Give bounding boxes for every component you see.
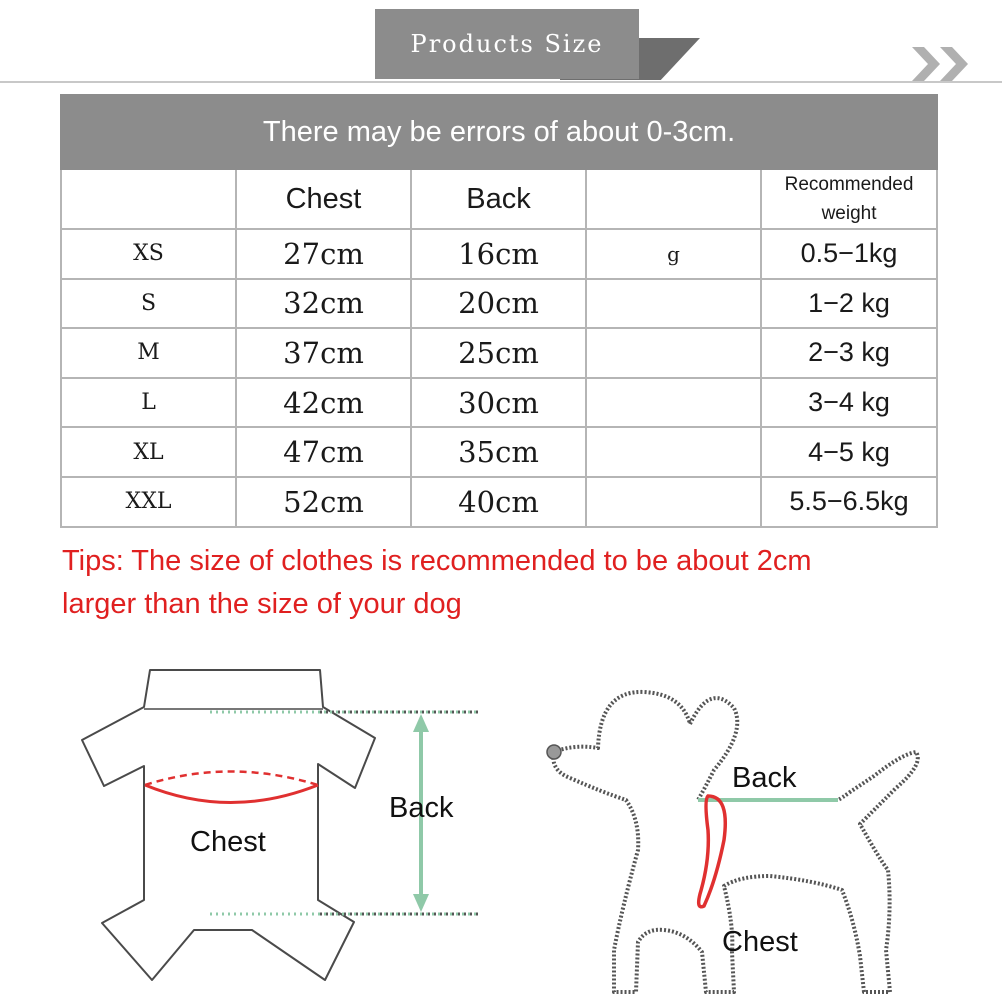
size-cell: L	[61, 378, 236, 428]
table-header-row	[61, 169, 937, 229]
tip-line-1: Tips: The size of clothes is recommended to be about 2cm	[62, 545, 812, 577]
double-chevron-right-icon	[910, 45, 974, 83]
weight-cell: 1−2 kg	[761, 279, 937, 329]
size-cell: XXL	[61, 477, 236, 527]
clothes-diagram	[70, 660, 490, 1002]
table-row	[61, 328, 937, 378]
size-cell: XL	[61, 427, 236, 477]
weight-cell: 5.5−6.5kg	[761, 477, 937, 527]
table-row	[61, 378, 937, 428]
back-cell: 25cm	[411, 328, 586, 378]
chest-cell: 32cm	[236, 279, 411, 329]
products-size-tab: Products Size	[375, 9, 639, 79]
header-chest: Chest	[236, 169, 411, 229]
chest-cell: 52cm	[236, 477, 411, 527]
size-cell: M	[61, 328, 236, 378]
extra-cell	[586, 477, 761, 527]
header-extra	[586, 169, 761, 229]
sizing-tip	[62, 540, 942, 626]
header-weight: Recommended weight	[761, 169, 937, 229]
dog-back-label: Back	[732, 762, 797, 794]
clothes-chest-label: Chest	[190, 826, 266, 858]
extra-cell: g	[586, 229, 761, 279]
table-row	[61, 229, 937, 279]
header-size	[61, 169, 236, 229]
clothes-back-label: Back	[389, 792, 454, 824]
back-cell: 16cm	[411, 229, 586, 279]
dog-chest-label: Chest	[722, 926, 798, 958]
back-cell: 20cm	[411, 279, 586, 329]
size-table	[60, 94, 938, 528]
back-cell: 35cm	[411, 427, 586, 477]
size-cell: XS	[61, 229, 236, 279]
error-notice: There may be errors of about 0-3cm.	[61, 95, 937, 169]
extra-cell	[586, 427, 761, 477]
header-back: Back	[411, 169, 586, 229]
chest-cell: 42cm	[236, 378, 411, 428]
chest-cell: 27cm	[236, 229, 411, 279]
weight-cell: 2−3 kg	[761, 328, 937, 378]
chest-cell: 47cm	[236, 427, 411, 477]
table-row	[61, 279, 937, 329]
table-row	[61, 477, 937, 527]
garment-outline	[82, 670, 375, 980]
header-divider	[0, 81, 1002, 83]
extra-cell	[586, 328, 761, 378]
table-row	[61, 427, 937, 477]
weight-cell: 4−5 kg	[761, 427, 937, 477]
back-cell: 40cm	[411, 477, 586, 527]
extra-cell	[586, 378, 761, 428]
weight-cell: 0.5−1kg	[761, 229, 937, 279]
extra-cell	[586, 279, 761, 329]
chest-cell: 37cm	[236, 328, 411, 378]
weight-cell: 3−4 kg	[761, 378, 937, 428]
tip-line-2: larger than the size of your dog	[62, 588, 462, 620]
back-cell: 30cm	[411, 378, 586, 428]
size-cell: S	[61, 279, 236, 329]
